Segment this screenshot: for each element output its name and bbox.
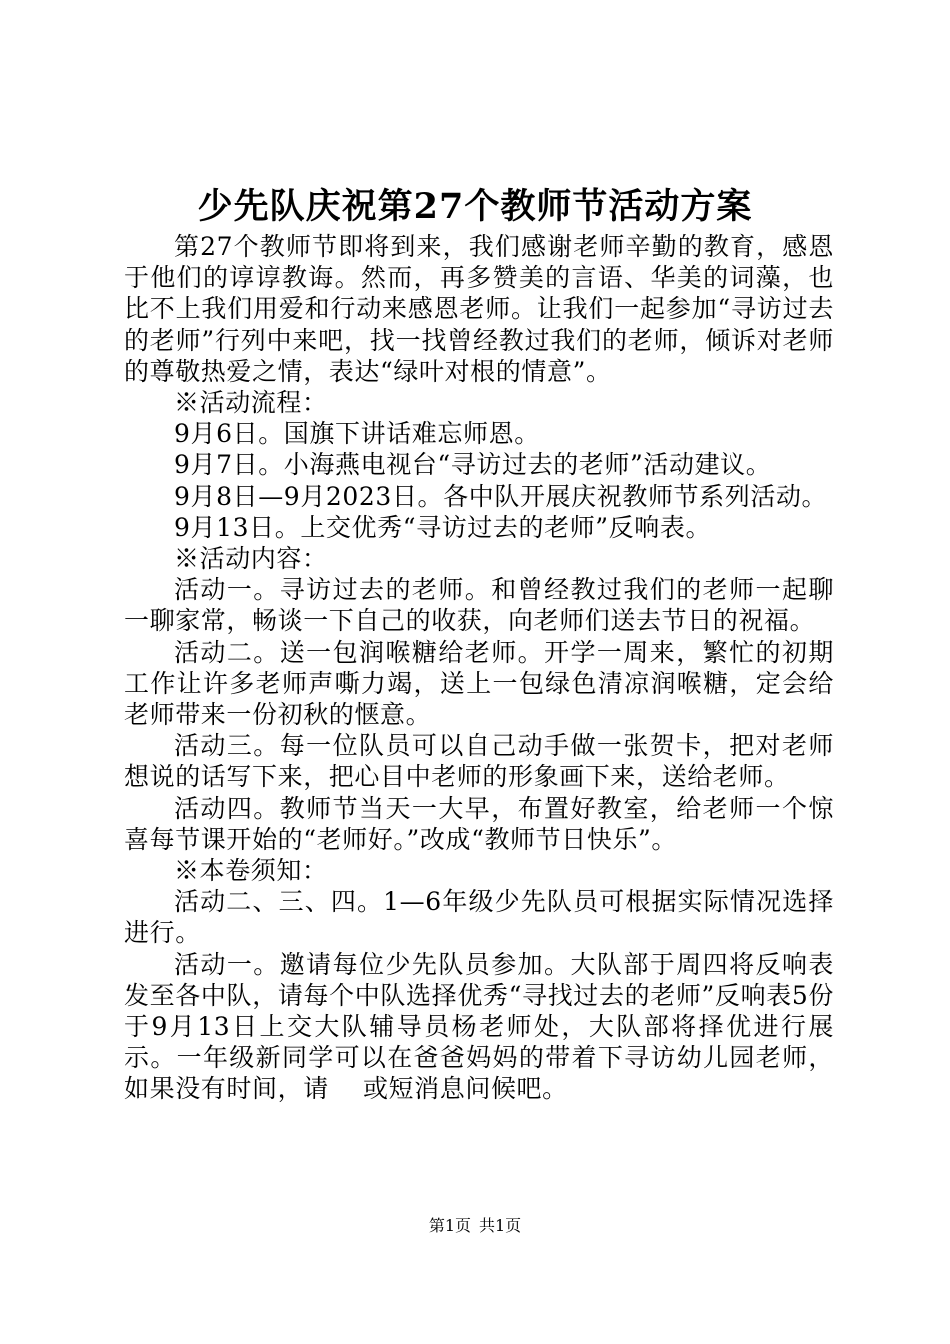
process-item: 9月8日—9月2023日。各中队开展庆祝教师节系列活动。 <box>174 481 828 511</box>
section-heading-content: ※活动内容： <box>174 544 328 574</box>
activity-paragraph: 活动四。教师节当天一大早，布置好教室，给老师一个惊喜每节课开始的“老师好。”改成“教师节日快乐”。 <box>124 793 834 854</box>
activity-paragraph: 活动二。送一包润喉糖给老师。开学一周来，繁忙的初期工作让许多老师声嘶力竭，送上一包绿色清凉润喉糖，定会给老师带来一份初秋的惬意。 <box>124 637 834 730</box>
page-number: 第1页 <box>428 1216 471 1235</box>
notes-paragraph: 活动二、三、四。1—6年级少先队员可根据实际情况选择进行。 <box>124 887 834 948</box>
page-footer <box>0 1216 950 1236</box>
document-title: 少先队庆祝第27个教师节活动方案 <box>197 186 753 227</box>
page-total: 共1页 <box>479 1216 522 1235</box>
process-item: 9月13日。上交优秀“寻访过去的老师”反响表。 <box>174 512 712 542</box>
section-heading-process: ※活动流程： <box>174 388 328 418</box>
notes-paragraph: 活动一。邀请每位少先队员参加。大队部于周四将反响表发至各中队，请每个中队选择优秀“寻找过去的老师”反响表5份于9月13日上交大队辅导员杨老师处，大队部将择优进行展示。一年级新同学可以在爸爸妈妈的带着下寻访幼儿园老师，如果没有时间，请 或短消息问候吧。 <box>124 949 834 1104</box>
activity-paragraph: 活动三。每一位队员可以自己动手做一张贺卡，把对老师想说的话写下来，把心目中老师的形象画下来，送给老师。 <box>124 731 834 792</box>
process-item: 9月7日。小海燕电视台“寻访过去的老师”活动建议。 <box>174 450 772 480</box>
document-body <box>124 231 834 1105</box>
activity-paragraph: 活动一。寻访过去的老师。和曾经教过我们的老师一起聊一聊家常，畅谈一下自己的收获，向老师们送去节日的祝福。 <box>124 575 834 636</box>
process-item: 9月6日。国旗下讲话难忘师恩。 <box>174 419 540 449</box>
section-heading-notes: ※本卷须知： <box>174 856 328 886</box>
intro-paragraph: 第27个教师节即将到来，我们感谢老师辛勤的教育，感恩于他们的谆谆教诲。然而，再多赞美的言语、华美的词藻，也比不上我们用爱和行动来感恩老师。让我们一起参加“寻访过去的老师”行列中来吧，找一找曾经教过我们的老师，倾诉对老师的尊敬热爱之情，表达“绿叶对根的情意”。 <box>124 232 834 386</box>
